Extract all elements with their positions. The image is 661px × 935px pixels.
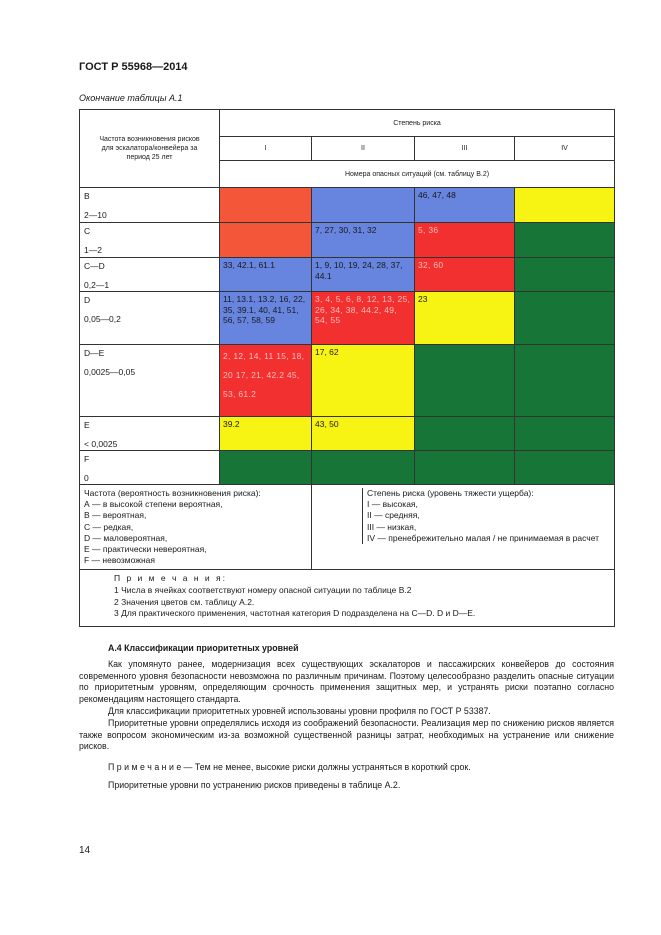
legend-severity (312, 485, 615, 570)
table-row (80, 292, 615, 345)
severity-level-2: II (312, 137, 415, 161)
frequency-header: Частота возникновения рисков для эскалатора/конвейера за период 25 лет (80, 110, 220, 188)
frequency-code: C (84, 226, 91, 236)
risk-cell: 1, 9, 10, 19, 24, 28, 37, 44.1 (312, 258, 415, 292)
table-row (80, 258, 615, 292)
legend-item: В — вероятная, (84, 510, 147, 521)
risk-cell (515, 451, 615, 485)
frequency-code: D—E (84, 348, 105, 358)
frequency-range: 0,2—1 (84, 280, 110, 290)
risk-cell (220, 188, 312, 223)
risk-cell: 7, 27, 30, 31, 32 (312, 223, 415, 258)
table-row (80, 417, 615, 451)
paragraph: Приоритетные уровни определялись исходя из соображений безопасности. Реализация мер по снижению рисков является также вопросом экономическим из-за возможной существенной разницы затрат, необходимых на устранение или снижение рисков. (79, 718, 614, 752)
risk-cell (312, 188, 415, 223)
legend-frequency (80, 485, 312, 570)
row-label (80, 258, 220, 292)
risk-cell (415, 417, 515, 451)
legend-item: Е — практически невероятная, (84, 544, 207, 555)
table-row (80, 223, 615, 258)
severity-header: Степень риска (220, 110, 615, 137)
risk-cell: 46, 47, 48 (415, 188, 515, 223)
table-row (80, 345, 615, 417)
legend-item: I — высокая, (367, 499, 418, 510)
legend-row (80, 485, 615, 570)
frequency-range: 0,0025—0,05 (84, 367, 136, 377)
risk-cell: 2, 12, 14, 11 15, 18, 20 17, 21, 42.2 45, 53, 61.2 (220, 345, 312, 417)
risk-cell: 5, 36 (415, 223, 515, 258)
paragraph: Как упомянуто ранее, модернизация всех существующих эскалаторов и пассажирских конвейеров до состояния современного уровня безопасности невозможна по различным причинам. Поэтому целесообразно разделить опасные ситуации по приоритетным уровням, определяющим срочность применения защитных мер, и устранять риски поэтапно согласно рекомендациям настоящего стандарта. (79, 659, 614, 704)
note-item: 3 Для практического применения, частотная категория D подразделена на C—D. D и D—E. (114, 608, 476, 619)
frequency-range: 0,05—0,2 (84, 314, 121, 324)
severity-level-1: I (220, 137, 312, 161)
legend-item: II — средняя, (367, 510, 420, 521)
page-number: 14 (79, 845, 91, 856)
risk-cell (515, 188, 615, 223)
risk-cell (515, 417, 615, 451)
risk-cell: 39.2 (220, 417, 312, 451)
legend-item: IV — пренебрежительно малая / не принимаемая в расчет (367, 532, 600, 543)
risk-cell (220, 223, 312, 258)
table-notes (80, 570, 615, 626)
row-label (80, 188, 220, 223)
note-item: 1 Числа в ячейках соответствуют номеру опасной ситуации по таблице В.2 (114, 585, 412, 596)
risk-cell (415, 451, 515, 485)
row-label (80, 417, 220, 451)
row-label (80, 345, 220, 417)
table-caption: Окончание таблицы А.1 (79, 93, 183, 103)
frequency-code: F (84, 454, 90, 464)
frequency-range: 1—2 (84, 245, 102, 255)
notes-row (80, 570, 615, 626)
frequency-range: < 0,0025 (84, 439, 118, 449)
frequency-code: C—D (84, 261, 105, 271)
paragraph: Приоритетные уровни по устранению рисков приведены в таблице А.2. (108, 780, 401, 790)
row-label (80, 451, 220, 485)
section-title: А.4 Классификации приоритетных уровней (108, 643, 299, 653)
risk-cell (515, 292, 615, 345)
severity-level-4: IV (515, 137, 615, 161)
frequency-code: D (84, 295, 91, 305)
table-row (80, 188, 615, 223)
row-label (80, 223, 220, 258)
frequency-range: 2—10 (84, 210, 107, 220)
risk-cell: 11, 13.1, 13.2, 16, 22, 35, 39.1, 40, 41, 51, 56, 57, 58, 59 (220, 292, 312, 345)
frequency-range: 0 (84, 473, 89, 483)
legend-frequency-title: Частота (вероятность возникновения риска): (84, 488, 261, 498)
risk-cell (415, 345, 515, 417)
severity-level-3: III (415, 137, 515, 161)
risk-cell: 3, 4, 5, 6, 8, 12, 13, 25, 26, 34, 38, 44.2, 49, 54, 55 (312, 292, 415, 345)
legend-item: С — редкая, (84, 521, 134, 532)
legend-item: D — маловероятная, (84, 532, 168, 543)
legend-item: F — невозможная (84, 555, 155, 566)
risk-matrix-table (79, 109, 615, 627)
risk-cell (515, 258, 615, 292)
legend-item: III — низкая, (367, 521, 417, 532)
row-label (80, 292, 220, 345)
document-header: ГОСТ Р 55968—2014 (79, 61, 188, 73)
risk-cell (515, 223, 615, 258)
notes-title: П р и м е ч а н и я: (114, 573, 227, 584)
note-paragraph: П р и м е ч а н и е — Тем не менее, высокие риски должны устраняться в короткий срок. (108, 762, 471, 772)
legend-severity-inner (362, 488, 610, 544)
risk-cell (220, 451, 312, 485)
risk-cell: 23 (415, 292, 515, 345)
risk-cell: 43, 50 (312, 417, 415, 451)
note-item: 2 Значения цветов см. таблицу А.2. (114, 596, 255, 607)
risk-cell: 33, 42.1, 61.1 (220, 258, 312, 292)
paragraph: Для классификации приоритетных уровней использованы уровни профиля по ГОСТ Р 53387. (108, 706, 491, 716)
frequency-code: B (84, 191, 90, 201)
table-row (80, 451, 615, 485)
frequency-code: E (84, 420, 90, 430)
risk-cell: 32, 60 (415, 258, 515, 292)
risk-cell: 17, 62 (312, 345, 415, 417)
legend-severity-title: Степень риска (уровень тяжести ущерба): (367, 488, 534, 498)
risk-cell (312, 451, 415, 485)
legend-item: А — в высокой степени вероятная, (84, 499, 223, 510)
risk-cell (515, 345, 615, 417)
hazard-numbers-header: Номера опасных ситуаций (см. таблицу В.2) (220, 161, 615, 188)
